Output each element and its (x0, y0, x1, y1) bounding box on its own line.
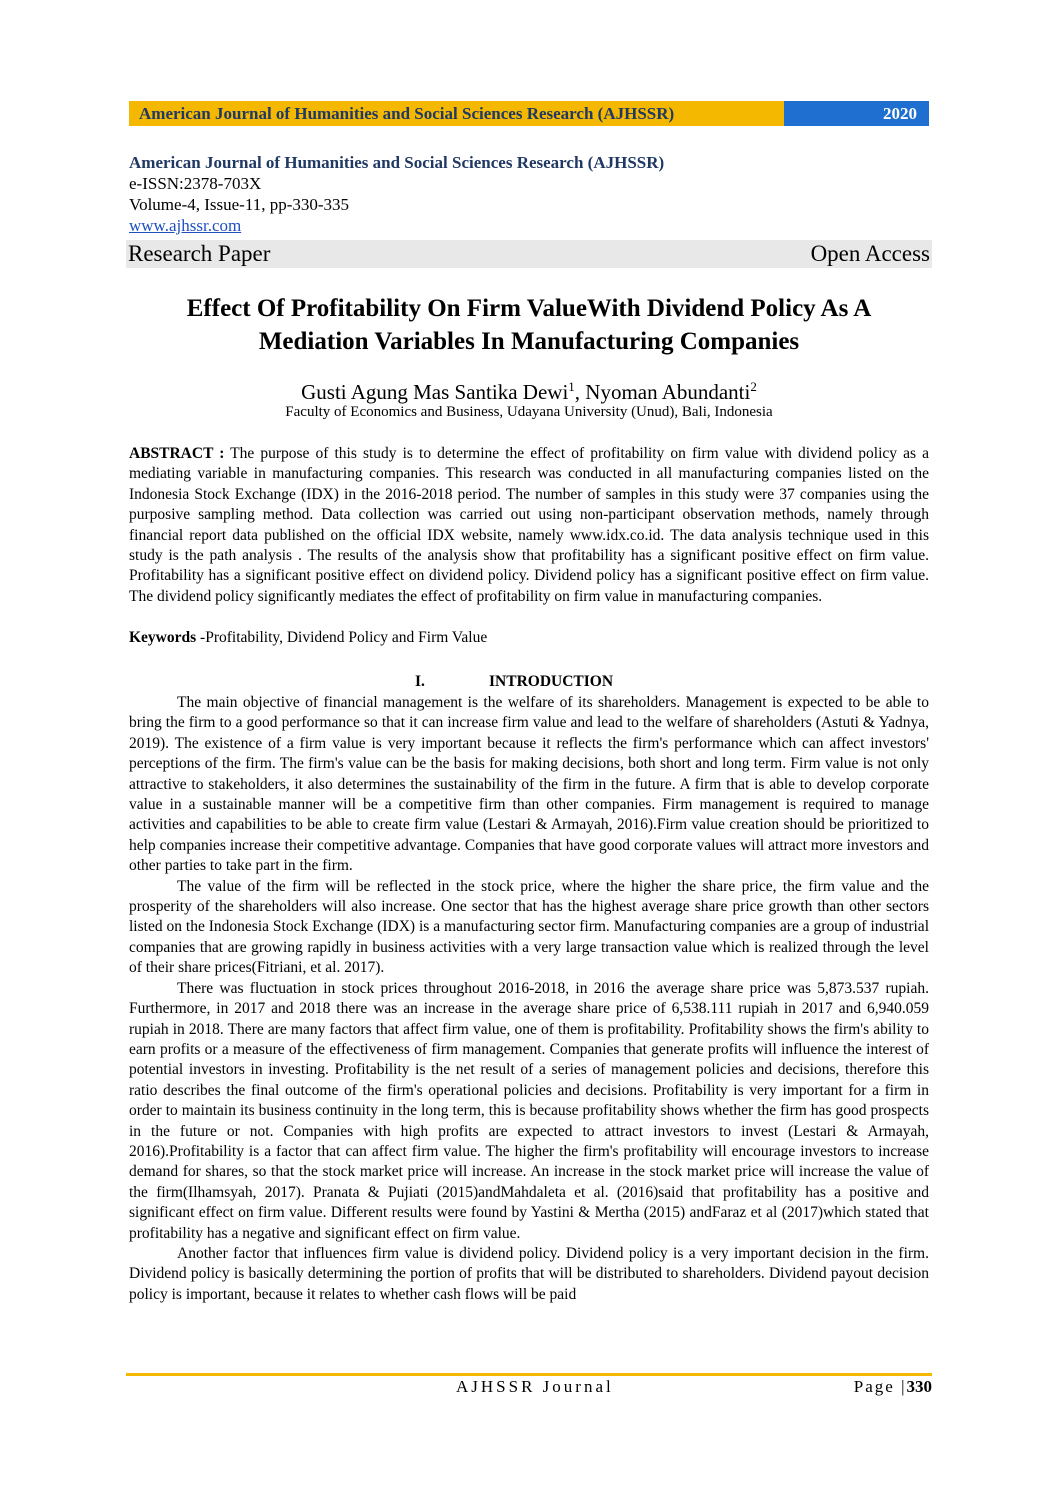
author-separator: , (574, 380, 586, 404)
author-2-affil-mark: 2 (750, 379, 757, 394)
keywords-label: Keywords (129, 629, 197, 646)
volume-info: Volume-4, Issue-11, pp-330-335 (129, 195, 350, 214)
abstract-text: The purpose of this study is to determine the effect of profitability on firm value with dividend policy as a mediating variable in manufacturing companies. This research was conducted in all manufacturing companies listed on the Indonesia Stock Exchange (IDX) in the 2016-2018 period. The number of samples in this study were 37 companies using the purposive sampling method. Data collection was carried out using non-participant observation methods, namely through financial report data published on the official IDX website, namely www.idx.co.id. The data analysis technique used in this study is the path analysis . The results of the analysis show that profitability has a significant positive effect on firm value. Profitability has a significant positive effect on dividend policy. Dividend policy has a significant positive effect on firm value. The dividend policy significantly mediates the effect of profitability on firm value in manufacturing companies. (129, 445, 929, 605)
paragraph: The value of the firm will be reflected in the stock price, where the higher the share price, the firm value and the prosperity of the shareholders will also increase. One sector that has the highest average share price growth than other sectors listed on the Indonesia Stock Exchange (IDX) is a manufacturing sector firm. Manufacturing companies are a group of industrial companies that are growing rapidly in business activities with a very large transaction value which is realized through the level of their share prices(Fitriani, et al. 2017). (129, 877, 929, 977)
header-journal-name: American Journal of Humanities and Social Sciences Research (AJHSSR) (129, 101, 784, 126)
paper-type-bar (126, 240, 932, 268)
affiliation: Faculty of Economics and Business, Udayana University (Unud), Bali, Indonesia (285, 404, 773, 420)
author-1-affil-mark: 1 (568, 379, 575, 394)
page-label: Page | (853, 1377, 907, 1396)
page-number: 330 (906, 1377, 932, 1396)
footer-journal: AJHSSR Journal (456, 1377, 614, 1396)
website-link[interactable]: www.ajhssr.com (129, 216, 242, 235)
abstract (129, 444, 929, 607)
section-number: I. (415, 673, 425, 690)
access-type: Open Access (810, 241, 930, 266)
page-number-block (854, 1375, 932, 1399)
running-header (129, 101, 929, 126)
title-line-1: Effect Of Profitability On Firm ValueWith Dividend Policy As A (186, 295, 872, 322)
header-year: 2020 (784, 101, 929, 126)
introduction-body (129, 693, 929, 1305)
journal-meta (129, 152, 929, 236)
author-2: Nyoman Abundanti (585, 380, 751, 404)
keywords (129, 628, 929, 648)
section-title: INTRODUCTION (489, 673, 614, 690)
author-1: Gusti Agung Mas Santika Dewi (301, 380, 569, 404)
paper-type: Research Paper (128, 241, 271, 266)
issn: e-ISSN:2378-703X (129, 174, 262, 193)
paragraph: The main objective of financial management is the welfare of its shareholders. Management is expected to be able to bring the firm to a good performance so that it can increase firm value and lead to the welfare of shareholders (Astuti & Yadnya, 2019). The existence of a firm value is very important because it reflects the firm's performance which can affect investors' perceptions of the firm. The firm's value can be the basis for making decisions, both short and long term. Firm value is not only attractive to stakeholders, it also determines the sustainability of the firm in the future. A firm that is able to develop corporate value in a sustainable manner will be a competitive firm than other companies. Firm management is required to manage activities and capabilities to be able to create firm value (Lestari & Armayah, 2016).Firm value creation should be prioritized to help companies increase their competitive advantage. Companies that have good corporate values will attract more investors and other parties to take part in the firm. (129, 694, 929, 875)
journal-name: American Journal of Humanities and Social Sciences Research (AJHSSR) (129, 153, 665, 172)
abstract-label: ABSTRACT : (129, 445, 225, 462)
keywords-text: -Profitability, Dividend Policy and Firm Value (196, 629, 488, 646)
author-list (100, 374, 958, 405)
paragraph: There was fluctuation in stock prices throughout 2016-2018, in 2016 the average share price was 5,873.537 rupiah. Furthermore, in 2017 and 2018 there was an increase in the average share price of 6,538.111 rupiah in 2017 and 6,940.059 rupiah in 2018. There are many factors that affect firm value, one of them is profitability. Profitability shows the firm's ability to earn profits or a measure of the effectiveness of firm management. Companies that generate profits will influence the interest of potential investors in investing. Profitability is the net result of a series of management policies and decisions, therefore this ratio describes the final outcome of the firm's operational policies and decisions. Profitability is very important for a firm in order to maintain its business continuity in the long term, this is because profitability shows whether the firm has good prospects in the future or not. Companies with high profits are expected to attract investors to invest (Lestari & Armayah, 2016).Profitability is a factor that can affect firm value. The higher the firm's profitability will encourage investors to increase demand for shares, so that the stock market price will increase. An increase in the stock market price will increase the value of the firm(Ilhamsyah, 2017). Pranata & Pujiati (2015)andMahdaleta et al. (2016)said that profitability has a positive and significant effect on firm value. Different results were found by Yastini & Mertha (2015) andFaraz et al (2017)which stated that profitability has a negative and significant effect on firm value. (129, 979, 929, 1242)
title-line-2: Mediation Variables In Manufacturing Companies (258, 328, 800, 355)
paragraph: Another factor that influences firm value is dividend policy. Dividend policy is a very important decision in the firm. Dividend policy is basically determining the portion of profits that will be distributed to shareholders. Dividend payout decision policy is important, because it relates to whether cash flows will be paid (129, 1244, 929, 1303)
paper-title (100, 292, 958, 358)
